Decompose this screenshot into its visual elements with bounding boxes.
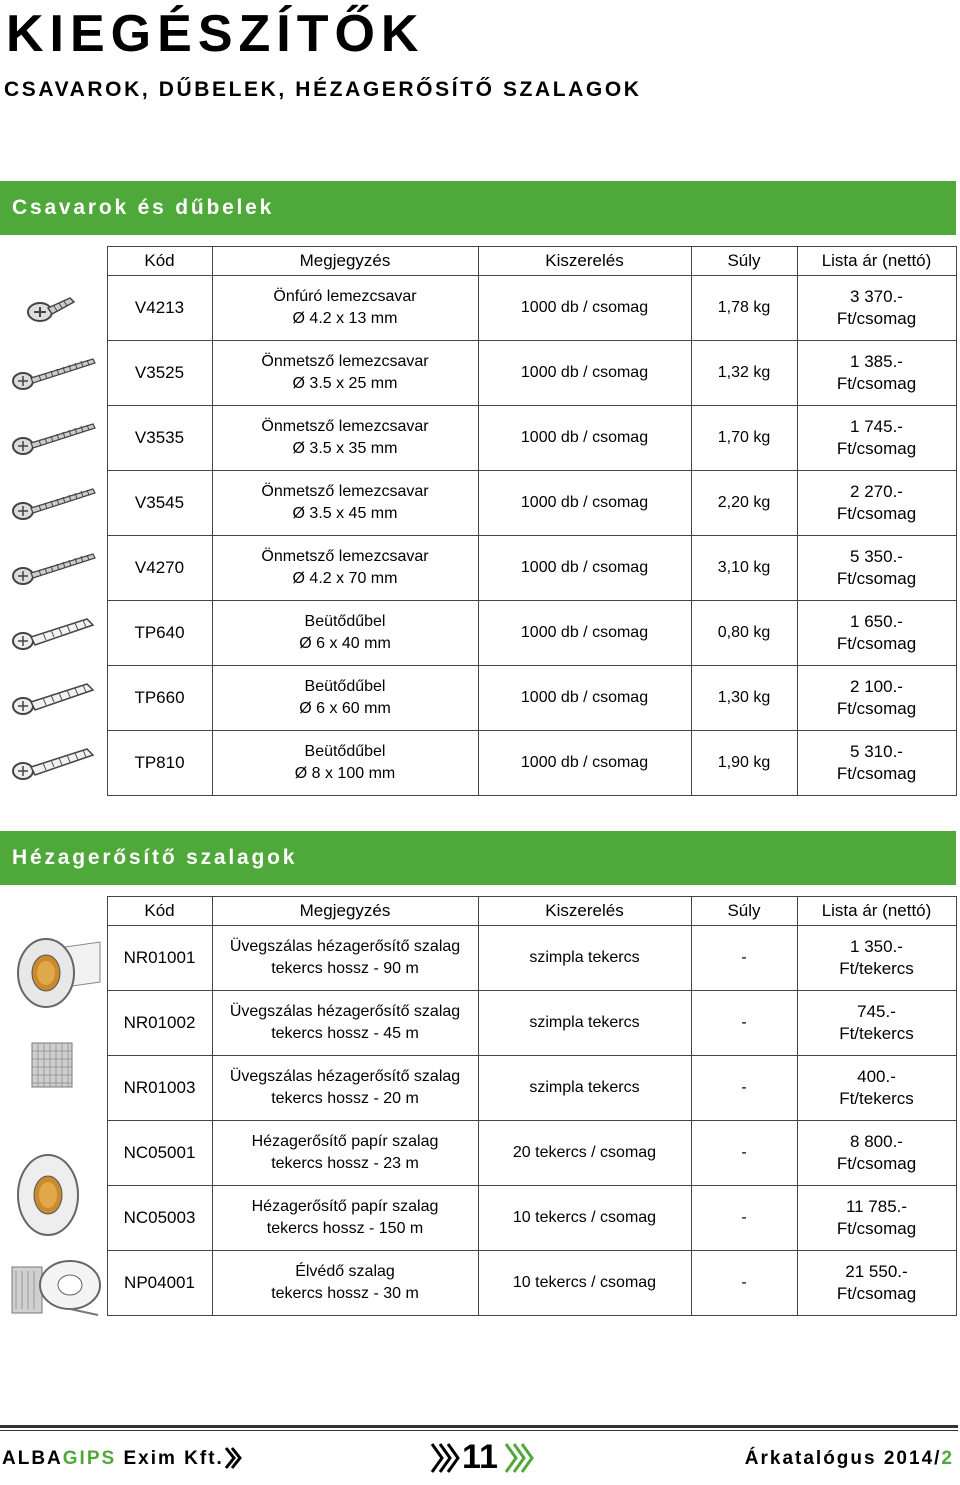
product-image bbox=[1, 406, 107, 471]
price-value: 2 270.- bbox=[850, 482, 903, 501]
product-size: Ø 4.2 x 13 mm bbox=[292, 310, 398, 327]
col-pack: Kiszerelés bbox=[478, 897, 691, 926]
product-image bbox=[1, 471, 107, 536]
product-note bbox=[212, 1056, 478, 1121]
product-weight: 2,20 kg bbox=[691, 471, 797, 536]
product-name: Üvegszálas hézagerősítő szalag bbox=[229, 1068, 461, 1085]
product-name: Üvegszálas hézagerősítő szalag bbox=[229, 938, 461, 955]
product-pack: 1000 db / csomag bbox=[478, 601, 691, 666]
product-note bbox=[212, 1121, 478, 1186]
product-name: Beütődűbel bbox=[304, 678, 386, 695]
product-size: Ø 8 x 100 mm bbox=[294, 765, 396, 782]
product-price bbox=[797, 1186, 956, 1251]
product-image bbox=[1, 666, 107, 731]
product-code: V3525 bbox=[107, 341, 212, 406]
product-price bbox=[797, 926, 956, 991]
product-price bbox=[797, 341, 956, 406]
price-value: 1 650.- bbox=[850, 612, 903, 631]
product-pack: 1000 db / csomag bbox=[478, 406, 691, 471]
product-size: tekercs hossz - 20 m bbox=[271, 1090, 419, 1107]
product-size: Ø 6 x 40 mm bbox=[299, 635, 391, 652]
product-size: tekercs hossz - 23 m bbox=[271, 1155, 419, 1172]
product-weight: 1,90 kg bbox=[691, 731, 797, 796]
product-price bbox=[797, 666, 956, 731]
dowel-icon bbox=[3, 611, 105, 655]
price-value: 11 785.- bbox=[845, 1197, 908, 1216]
product-size: Ø 3.5 x 45 mm bbox=[292, 505, 398, 522]
product-image bbox=[1, 601, 107, 666]
price-value: 2 100.- bbox=[850, 677, 903, 696]
product-note bbox=[212, 926, 478, 991]
table-row bbox=[1, 926, 956, 991]
chevron-arrows-icon bbox=[430, 1442, 460, 1474]
product-code: NC05003 bbox=[107, 1186, 212, 1251]
page-subtitle: CSAVAROK, DŰBELEK, HÉZAGERŐSÍTŐ SZALAGOK bbox=[4, 78, 642, 101]
product-code: TP640 bbox=[107, 601, 212, 666]
table-row bbox=[1, 406, 956, 471]
product-note bbox=[212, 1251, 478, 1316]
product-price bbox=[797, 731, 956, 796]
table-row bbox=[1, 1121, 956, 1186]
product-weight: 3,10 kg bbox=[691, 536, 797, 601]
product-weight: 1,32 kg bbox=[691, 341, 797, 406]
table-row bbox=[1, 601, 956, 666]
product-code: V4270 bbox=[107, 536, 212, 601]
price-unit: Ft/csomag bbox=[836, 1284, 917, 1303]
price-value: 21 550.- bbox=[845, 1262, 908, 1281]
product-note bbox=[212, 731, 478, 796]
product-code: NR01002 bbox=[107, 991, 212, 1056]
footer-rule bbox=[0, 1425, 958, 1428]
paper-roll-icon bbox=[18, 1155, 78, 1235]
product-price bbox=[797, 406, 956, 471]
footer bbox=[2, 1438, 954, 1478]
price-unit: Ft/csomag bbox=[836, 1154, 917, 1173]
fiberglass-roll-icon bbox=[18, 939, 100, 1007]
price-value: 1 385.- bbox=[850, 352, 903, 371]
product-size: tekercs hossz - 45 m bbox=[271, 1025, 419, 1042]
product-pack: 10 tekercs / csomag bbox=[478, 1186, 691, 1251]
product-note bbox=[212, 406, 478, 471]
product-name: Önmetsző lemezcsavar bbox=[261, 353, 429, 370]
page-title: KIEGÉSZÍTŐK bbox=[6, 5, 425, 63]
product-price bbox=[797, 1056, 956, 1121]
tape-images bbox=[8, 925, 106, 1320]
price-value: 745.- bbox=[857, 1002, 896, 1021]
short-screw-icon bbox=[3, 288, 105, 328]
price-value: 1 350.- bbox=[850, 937, 903, 956]
product-weight: - bbox=[691, 1186, 797, 1251]
product-note bbox=[212, 991, 478, 1056]
price-unit: Ft/csomag bbox=[836, 699, 917, 718]
page-number: 11 bbox=[462, 1438, 498, 1476]
price-value: 8 800.- bbox=[850, 1132, 903, 1151]
price-unit: Ft/csomag bbox=[836, 764, 917, 783]
tapes-table bbox=[1, 896, 957, 1316]
product-name: Üvegszálas hézagerősítő szalag bbox=[229, 1003, 461, 1020]
price-value: 5 350.- bbox=[850, 547, 903, 566]
product-size: Ø 3.5 x 35 mm bbox=[292, 440, 398, 457]
product-code: V3545 bbox=[107, 471, 212, 536]
product-price bbox=[797, 1251, 956, 1316]
product-note bbox=[212, 601, 478, 666]
product-pack: szimpla tekercs bbox=[478, 926, 691, 991]
product-size: tekercs hossz - 30 m bbox=[271, 1285, 419, 1302]
screws-table bbox=[1, 246, 957, 796]
table-row bbox=[1, 1056, 956, 1121]
dowel-icon bbox=[3, 741, 105, 785]
price-value: 3 370.- bbox=[850, 287, 903, 306]
product-name: Önfúró lemezcsavar bbox=[273, 288, 417, 305]
col-price: Lista ár (nettó) bbox=[797, 897, 956, 926]
product-pack: 10 tekercs / csomag bbox=[478, 1251, 691, 1316]
product-code: TP660 bbox=[107, 666, 212, 731]
product-note bbox=[212, 471, 478, 536]
table-row bbox=[1, 991, 956, 1056]
col-pack: Kiszerelés bbox=[478, 247, 691, 276]
company-name: ALBAGIPS Exim Kft. bbox=[2, 1448, 224, 1469]
product-note bbox=[212, 1186, 478, 1251]
product-pack: 1000 db / csomag bbox=[478, 666, 691, 731]
product-name: Beütődűbel bbox=[304, 743, 386, 760]
product-pack: 1000 db / csomag bbox=[478, 471, 691, 536]
product-price bbox=[797, 1121, 956, 1186]
price-value: 5 310.- bbox=[850, 742, 903, 761]
product-name: Önmetsző lemezcsavar bbox=[261, 418, 429, 435]
product-code: NC05001 bbox=[107, 1121, 212, 1186]
price-unit: Ft/csomag bbox=[836, 439, 917, 458]
col-note: Megjegyzés bbox=[212, 247, 478, 276]
product-size: tekercs hossz - 90 m bbox=[271, 960, 419, 977]
product-code: V4213 bbox=[107, 276, 212, 341]
product-name: Élvédő szalag bbox=[295, 1263, 395, 1280]
price-unit: Ft/tekercs bbox=[839, 1089, 914, 1108]
table-row bbox=[1, 341, 956, 406]
product-weight: 1,30 kg bbox=[691, 666, 797, 731]
product-pack: 1000 db / csomag bbox=[478, 536, 691, 601]
product-code: NR01003 bbox=[107, 1056, 212, 1121]
product-size: tekercs hossz - 150 m bbox=[266, 1220, 424, 1237]
product-weight: - bbox=[691, 1251, 797, 1316]
price-value: 1 745.- bbox=[850, 417, 903, 436]
product-weight: - bbox=[691, 926, 797, 991]
product-weight: - bbox=[691, 1121, 797, 1186]
product-pack: 1000 db / csomag bbox=[478, 731, 691, 796]
col-weight: Súly bbox=[691, 897, 797, 926]
product-image bbox=[1, 731, 107, 796]
screw-icon bbox=[3, 353, 105, 393]
product-image bbox=[1, 536, 107, 601]
chevron-arrows-icon bbox=[504, 1442, 534, 1474]
table-row bbox=[1, 471, 956, 536]
product-name: Önmetsző lemezcsavar bbox=[261, 483, 429, 500]
corner-tape-icon bbox=[12, 1261, 100, 1315]
section-title-tapes: Hézagerősítő szalagok bbox=[0, 831, 956, 885]
product-note bbox=[212, 666, 478, 731]
col-code: Kód bbox=[107, 897, 212, 926]
product-weight: 0,80 kg bbox=[691, 601, 797, 666]
price-unit: Ft/tekercs bbox=[839, 1024, 914, 1043]
product-code: V3535 bbox=[107, 406, 212, 471]
dowel-icon bbox=[3, 676, 105, 720]
product-price bbox=[797, 601, 956, 666]
price-value: 400.- bbox=[857, 1067, 896, 1086]
screw-icon bbox=[3, 548, 105, 588]
product-image bbox=[1, 341, 107, 406]
product-note bbox=[212, 276, 478, 341]
table-row bbox=[1, 536, 956, 601]
section-title-screws: Csavarok és dűbelek bbox=[0, 181, 956, 235]
price-unit: Ft/csomag bbox=[836, 374, 917, 393]
product-note bbox=[212, 341, 478, 406]
product-code: NR01001 bbox=[107, 926, 212, 991]
table-row bbox=[1, 276, 956, 341]
product-image bbox=[1, 276, 107, 341]
table-row bbox=[1, 666, 956, 731]
price-unit: Ft/tekercs bbox=[839, 959, 914, 978]
product-name: Hézagerősítő papír szalag bbox=[251, 1198, 439, 1215]
product-code: TP810 bbox=[107, 731, 212, 796]
product-weight: 1,70 kg bbox=[691, 406, 797, 471]
product-pack: szimpla tekercs bbox=[478, 1056, 691, 1121]
product-note bbox=[212, 536, 478, 601]
catalog-label: Árkatalógus 2014/2 bbox=[744, 1448, 954, 1469]
product-pack: 1000 db / csomag bbox=[478, 276, 691, 341]
product-price bbox=[797, 471, 956, 536]
product-name: Hézagerősítő papír szalag bbox=[251, 1133, 439, 1150]
product-pack: szimpla tekercs bbox=[478, 991, 691, 1056]
product-price bbox=[797, 991, 956, 1056]
price-unit: Ft/csomag bbox=[836, 1219, 917, 1238]
product-name: Beütődűbel bbox=[304, 613, 386, 630]
price-unit: Ft/csomag bbox=[836, 634, 917, 653]
product-weight: - bbox=[691, 1056, 797, 1121]
product-weight: - bbox=[691, 991, 797, 1056]
mesh-sample-icon bbox=[32, 1043, 72, 1087]
product-code: NP04001 bbox=[107, 1251, 212, 1316]
chevron-arrows-icon bbox=[224, 1446, 242, 1470]
product-price bbox=[797, 536, 956, 601]
price-unit: Ft/csomag bbox=[836, 569, 917, 588]
product-weight: 1,78 kg bbox=[691, 276, 797, 341]
col-price: Lista ár (nettó) bbox=[797, 247, 956, 276]
product-pack: 20 tekercs / csomag bbox=[478, 1121, 691, 1186]
price-unit: Ft/csomag bbox=[836, 504, 917, 523]
product-size: Ø 3.5 x 25 mm bbox=[292, 375, 398, 392]
screw-icon bbox=[3, 483, 105, 523]
footer-rule-thin bbox=[0, 1430, 958, 1431]
product-size: Ø 6 x 60 mm bbox=[299, 700, 391, 717]
col-code: Kód bbox=[107, 247, 212, 276]
col-note: Megjegyzés bbox=[212, 897, 478, 926]
table-row bbox=[1, 1186, 956, 1251]
product-price bbox=[797, 276, 956, 341]
col-weight: Súly bbox=[691, 247, 797, 276]
screw-icon bbox=[3, 418, 105, 458]
product-name: Önmetsző lemezcsavar bbox=[261, 548, 429, 565]
product-pack: 1000 db / csomag bbox=[478, 341, 691, 406]
price-unit: Ft/csomag bbox=[836, 309, 917, 328]
table-row bbox=[1, 731, 956, 796]
product-size: Ø 4.2 x 70 mm bbox=[292, 570, 398, 587]
table-row bbox=[1, 1251, 956, 1316]
